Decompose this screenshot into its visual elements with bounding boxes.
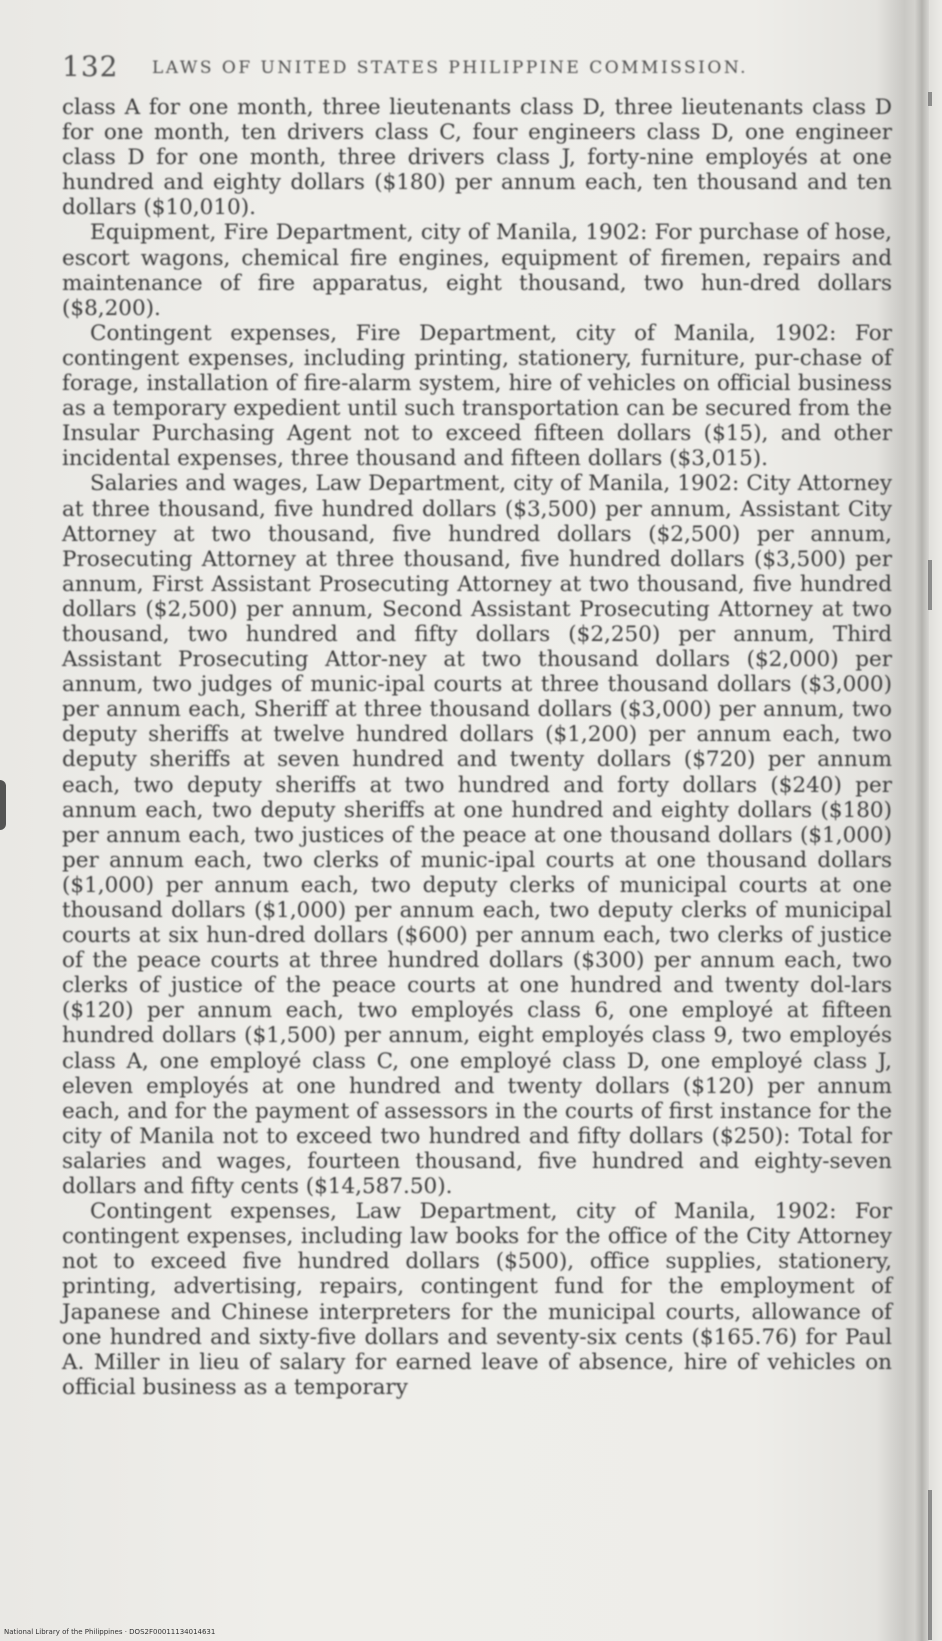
paragraph-fire-equipment: Equipment, Fire Department, city of Manila, 1902: For purchase of hose, escort wagons, chemical fire engines, equipment of firemen, repairs and maintenance of fire apparatus, eight thousand, two hun-dred dollars ($8,200).	[62, 220, 892, 321]
paragraph-law-salaries: Salaries and wages, Law Department, city of Manila, 1902: City Attorney at three thousand, five hundred dollars ($3,500) per annum, Assistant City Attorney at two thousand, five hundred dollars ($2,500) per annum, Prosecuting Attorney at three thousand, five hundred dollars ($3,500) per annum, First Assistant Prosecuting Attorney at two thousand, five hundred dollars ($2,500) per annum, Second Assistant Prosecuting Attorney at two thousand, two hundred and fifty dollars ($2,250) per annum, Third Assistant Prosecuting Attor-ney at two thousand dollars ($2,000) per annum, two judges of munic-ipal courts at three thousand dollars ($3,000) per annum each, Sheriff at three thousand dollars ($3,000) per annum, two deputy sheriffs at twelve hundred dollars ($1,200) per annum each, two deputy sheriffs at seven hundred and twenty dollars ($720) per annum each, two deputy sheriffs at two hundred and forty dollars ($240) per annum each, two deputy sheriffs at one hundred and eighty dollars ($180) per annum each, two justices of the peace at one thousand dollars ($1,000) per annum each, two clerks of munic-ipal courts at one thousand dollars ($1,000) per annum each, two deputy clerks of municipal courts at one thousand dollars ($1,000) per annum each, two deputy clerks of municipal courts at six hun-dred dollars ($600) per annum each, two clerks of justice of the peace courts at three hundred dollars ($300) per annum each, two clerks of justice of the peace courts at one hundred and twenty dol-lars ($120) per annum each, two employés class 6, one employé at fifteen hundred dollars ($1,500) per annum, eight employés class 9, two employés class A, one employé class C, one employé class D, one employé class J, eleven employés at one hundred and twenty dollars ($120) per annum each, and for the payment of assessors in the courts of first instance for the city of Manila not to exceed two hundred and fifty dollars ($250): Total for salaries and wages, fourteen thousand, five hundred and eighty-seven dollars and fifty cents ($14,587.50).	[62, 471, 892, 1200]
paragraph-fire-dept-continuation: class A for one month, three lieutenants class D, three lieutenants class D for one month, ten drivers class C, four engineers class D, one engineer class D for one month, three drivers class J, forty-nine employés at one hundred and eighty dollars ($180) per annum each, ten thousand and ten dollars ($10,010).	[62, 95, 892, 221]
binding-mark	[928, 92, 932, 106]
binding-mark	[928, 560, 932, 610]
page-number: 132	[62, 50, 119, 83]
body-text	[62, 95, 892, 1400]
running-title: LAWS OF UNITED STATES PHILIPPINE COMMISSION.	[152, 58, 749, 78]
paragraph-law-contingent: Contingent expenses, Law Department, city of Manila, 1902: For contingent expenses, including law books for the office of the City Attorney not to exceed five hundred dollars ($500), office supplies, stationery, printing, advertising, repairs, contingent fund for the employment of Japanese and Chinese interpreters for the municipal courts, allowance of one hundred and sixty-five dollars and seventy-six cents ($165.76) for Paul A. Miller in lieu of salary for earned leave of absence, hire of vehicles on official business as a temporary	[62, 1199, 892, 1400]
binding-mark-left	[0, 780, 6, 830]
page-content	[62, 0, 892, 1641]
running-head	[62, 50, 892, 90]
page-edge-shadow	[915, 0, 929, 1641]
scan-credit: National Library of the Philippines · DOS2F00011134014631	[4, 1628, 216, 1636]
binding-mark	[928, 1490, 932, 1640]
paragraph-fire-contingent: Contingent expenses, Fire Department, city of Manila, 1902: For contingent expenses, including printing, stationery, furniture, pur-chase of forage, installation of fire-alarm system, hire of vehicles on official business as a temporary expedient until such transportation can be secured from the Insular Purchasing Agent not to exceed fifteen dollars ($15), and other incidental expenses, three thousand and fifteen dollars ($3,015).	[62, 320, 892, 472]
